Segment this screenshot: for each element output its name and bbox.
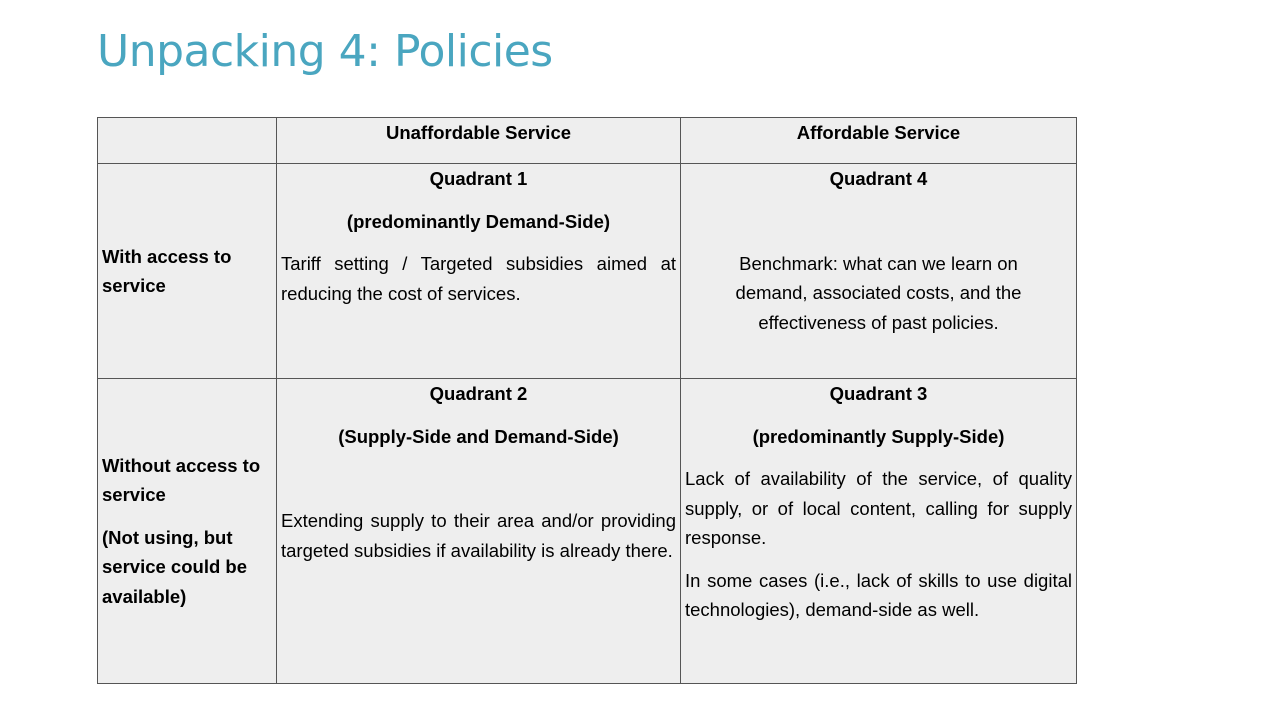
- row-label-with-access-text: With access to service: [102, 245, 232, 296]
- quadrant-2-heading: Quadrant 2: [429, 383, 528, 404]
- quadrant-3-cell: [681, 379, 1077, 684]
- header-row: [98, 118, 1077, 164]
- header-unaffordable-service: Unaffordable Service: [277, 118, 681, 164]
- quadrant-3-subheading: (predominantly Supply-Side): [752, 425, 1005, 447]
- quadrant-4-heading: Quadrant 4: [829, 168, 928, 189]
- quadrant-1-subheading: (predominantly Demand-Side): [346, 210, 611, 232]
- quadrant-3-text-2: In some cases (i.e., lack of skills to use digital technologies), demand-side as well.: [685, 569, 1072, 620]
- quadrant-2-subheading: (Supply-Side and Demand-Side): [338, 425, 619, 447]
- quadrant-4-text: Benchmark: what can we learn on demand, associated costs, and the effectiveness of past policies.: [735, 252, 1022, 333]
- quadrant-2-text: Extending supply to their area and/or providing targeted subsidies if availability is already there.: [281, 510, 676, 561]
- quadrant-1-cell: [277, 164, 681, 379]
- quadrant-3-heading: Quadrant 3: [829, 383, 928, 404]
- policy-quadrant-table: [97, 117, 1077, 684]
- quadrant-2-cell: [277, 379, 681, 684]
- quadrant-4-cell: [681, 164, 1077, 379]
- row-with-access: [98, 164, 1077, 379]
- row-label-without-access: [98, 379, 277, 684]
- quadrant-1-heading: Quadrant 1: [429, 168, 528, 189]
- header-empty-cell: [98, 118, 277, 164]
- quadrant-1-text: Tariff setting / Targeted subsidies aimed at reducing the cost of services.: [281, 253, 676, 304]
- row-label-without-access-note: (Not using, but service could be available): [102, 526, 247, 607]
- row-label-with-access: [98, 164, 277, 379]
- quadrant-3-text-1: Lack of availability of the service, of quality supply, or of local content, calling for supply response.: [685, 468, 1072, 548]
- row-label-without-access-text: Without access to service: [102, 454, 261, 506]
- slide-title: Unpacking 4: Policies: [97, 26, 553, 77]
- header-affordable-service: Affordable Service: [681, 118, 1077, 164]
- row-without-access: [98, 379, 1077, 684]
